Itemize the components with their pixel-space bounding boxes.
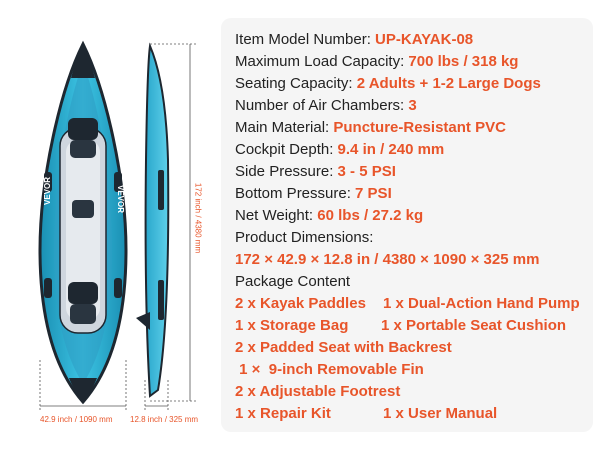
package-row xyxy=(235,337,587,359)
kayak-side-view xyxy=(136,46,168,396)
spec-value: 3 xyxy=(408,97,417,114)
product-dimensions-label: Product Dimensions: xyxy=(235,229,374,246)
spec-row-net-weight xyxy=(235,205,587,227)
spec-row-seating xyxy=(235,73,587,95)
spec-label: Item Model Number: xyxy=(235,31,376,48)
spec-label: Cockpit Depth: xyxy=(235,141,338,158)
spec-row-model xyxy=(235,29,587,51)
spec-value: UP-KAYAK-08 xyxy=(375,31,474,48)
spec-panel xyxy=(221,18,593,432)
spec-row-bottom-pressure xyxy=(235,183,587,205)
spec-value: 9.4 in / 240 mm xyxy=(337,141,445,158)
spec-label: Net Weight: xyxy=(235,207,318,224)
package-item: 1 x Dual-Action Hand Pump xyxy=(383,295,580,312)
spec-label: Main Material: xyxy=(235,119,334,136)
package-row xyxy=(235,315,587,337)
package-item: 1 x User Manual xyxy=(383,405,498,422)
rear-seat xyxy=(68,282,98,324)
kayak-top-view xyxy=(40,44,126,402)
package-item: 1 × 9-inch Removable Fin xyxy=(235,361,424,378)
spec-label: Maximum Load Capacity: xyxy=(235,53,409,70)
package-row xyxy=(235,293,587,315)
spec-row-cockpit-depth xyxy=(235,139,587,161)
length-dimension-label: 172 inch / 4380 mm xyxy=(193,182,203,254)
fin-icon xyxy=(136,312,150,330)
spec-label: Bottom Pressure: xyxy=(235,185,356,202)
spec-row-load xyxy=(235,51,587,73)
spec-value: 60 lbs / 27.2 kg xyxy=(317,207,424,224)
package-row xyxy=(235,403,587,425)
spec-row-side-pressure xyxy=(235,161,587,183)
package-item: 1 x Storage Bag xyxy=(235,317,349,334)
spec-list xyxy=(235,29,587,425)
kayak-drawing xyxy=(0,0,218,450)
spec-value: 3 - 5 PSI xyxy=(337,163,396,180)
spec-value: 2 Adults + 1-2 Large Dogs xyxy=(356,75,541,92)
spec-row-material xyxy=(235,117,587,139)
package-item: 2 x Padded Seat with Backrest xyxy=(235,339,452,356)
package-item: 2 x Adjustable Footrest xyxy=(235,383,401,400)
spec-value: Puncture-Resistant PVC xyxy=(333,119,506,136)
brand-logo-right: VEVOR xyxy=(116,185,125,214)
package-content-label: Package Content xyxy=(235,273,351,290)
package-row xyxy=(235,359,587,381)
spec-row-air-chambers xyxy=(235,95,587,117)
kayak-illustration xyxy=(0,0,218,450)
width-dimension-label: 42.9 inch / 1090 mm xyxy=(40,415,113,424)
package-item: 2 x Kayak Paddles xyxy=(235,295,366,312)
package-item: 1 x Repair Kit xyxy=(235,405,331,422)
spec-value: 700 lbs / 318 kg xyxy=(408,53,519,70)
package-item: 1 x Portable Seat Cushion xyxy=(381,317,567,334)
package-row xyxy=(235,381,587,403)
spec-label: Seating Capacity: xyxy=(235,75,357,92)
product-dimensions-value xyxy=(235,249,587,271)
spec-value: 172 × 42.9 × 12.8 in / 4380 × 1090 × 325 mm xyxy=(235,251,540,268)
spec-label: Side Pressure: xyxy=(235,163,338,180)
spec-value: 7 PSI xyxy=(355,185,392,202)
brand-logo-left: VEVOR xyxy=(43,176,52,205)
spec-label: Number of Air Chambers: xyxy=(235,97,409,114)
height-dimension-label: 12.8 inch / 325 mm xyxy=(130,415,199,424)
front-seat xyxy=(68,118,98,158)
